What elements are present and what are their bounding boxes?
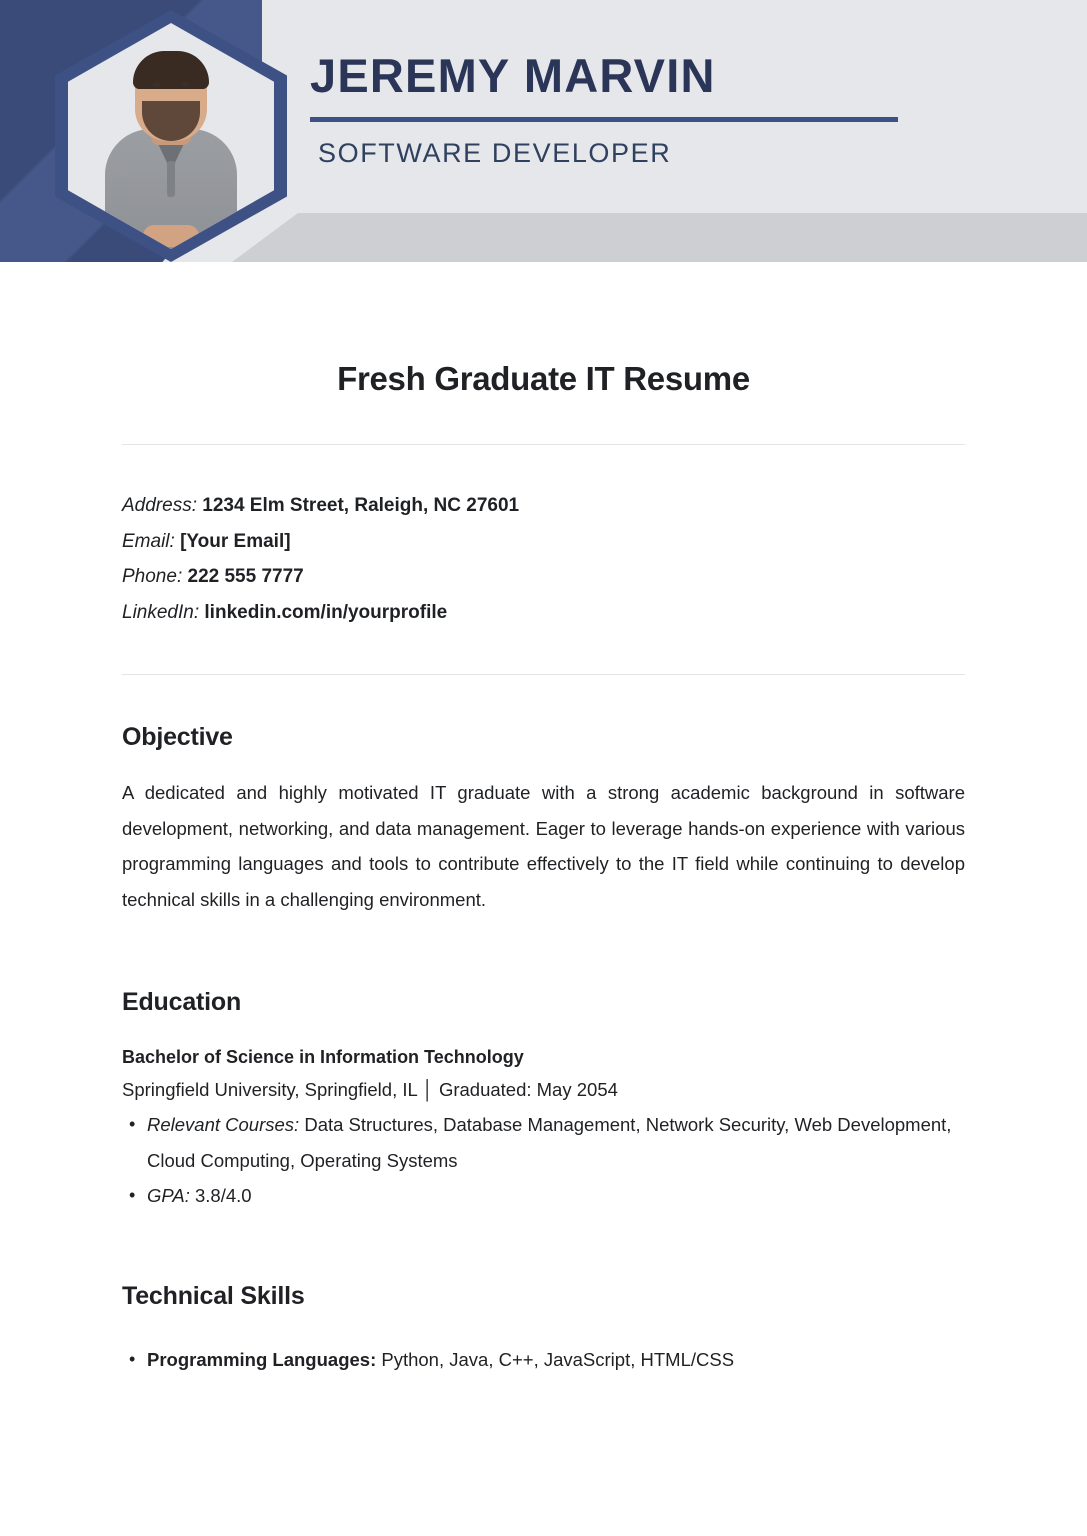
divider-top	[122, 444, 965, 445]
section-objective	[122, 723, 965, 917]
portrait-eye-left	[153, 82, 160, 87]
skills-bullet-label-languages: Programming Languages:	[147, 1348, 377, 1370]
candidate-role: SOFTWARE DEVELOPER	[318, 138, 672, 168]
contact-line	[122, 524, 965, 560]
skills-bullet-value-languages: Python, Java, C++, JavaScript, HTML/CSS	[381, 1348, 735, 1370]
resume-content	[0, 360, 1087, 1377]
contact-line	[122, 595, 965, 631]
contact-label-email: Email:	[122, 530, 175, 552]
section-heading-education: Education	[122, 988, 242, 1017]
education-bullet-list	[122, 1107, 965, 1214]
contact-label-phone: Phone:	[122, 566, 183, 588]
contact-line	[122, 559, 965, 595]
resume-header	[0, 0, 1087, 262]
education-school: Springfield University, Springfield, IL │ Graduated: May 2054	[122, 1079, 618, 1101]
education-bullet-label-courses: Relevant Courses:	[147, 1114, 300, 1136]
header-divider-rule	[310, 117, 898, 122]
section-technical-skills	[122, 1282, 965, 1378]
contact-label-linkedin: LinkedIn:	[122, 601, 200, 623]
contact-value-email: [Your Email]	[180, 530, 291, 552]
section-education	[122, 988, 965, 1214]
contact-block	[122, 488, 965, 630]
technical-skills-bullet-list	[122, 1342, 965, 1378]
header-text-block	[310, 49, 900, 169]
section-heading-technical-skills: Technical Skills	[122, 1281, 305, 1310]
portrait-placket	[167, 161, 175, 197]
list-item	[122, 1107, 965, 1178]
list-item	[122, 1178, 965, 1214]
education-bullet-label-gpa: GPA:	[147, 1185, 190, 1207]
portrait-eye-right	[182, 82, 189, 87]
section-heading-objective: Objective	[122, 723, 233, 752]
contact-value-address: 1234 Elm Street, Raleigh, NC 27601	[202, 495, 520, 516]
contact-value-linkedin[interactable]: linkedin.com/in/yourprofile	[204, 601, 448, 623]
education-degree: Bachelor of Science in Information Technology	[122, 1047, 524, 1068]
candidate-name: JEREMY MARVIN	[310, 49, 716, 102]
divider-contact	[122, 674, 965, 675]
contact-line	[122, 488, 965, 524]
page-title: Fresh Graduate IT Resume	[337, 360, 750, 397]
portrait-hair	[133, 51, 209, 89]
list-item	[122, 1342, 965, 1378]
objective-paragraph: A dedicated and highly motivated IT graduate with a strong academic background in software development, networking, and data management. Eager to leverage hands-on experience with various programming languages and tools to contribute effectively to the IT field while continuing to develop technical skills in a challenging environment.	[122, 782, 965, 910]
education-bullet-value-gpa: 3.8/4.0	[194, 1185, 252, 1207]
contact-label-address: Address:	[122, 495, 197, 516]
education-bullet-value-courses: Data Structures, Database Management, Network Security, Web Development, Cloud Computing, Operating Systems	[147, 1114, 952, 1171]
contact-value-phone: 222 555 7777	[187, 566, 304, 588]
